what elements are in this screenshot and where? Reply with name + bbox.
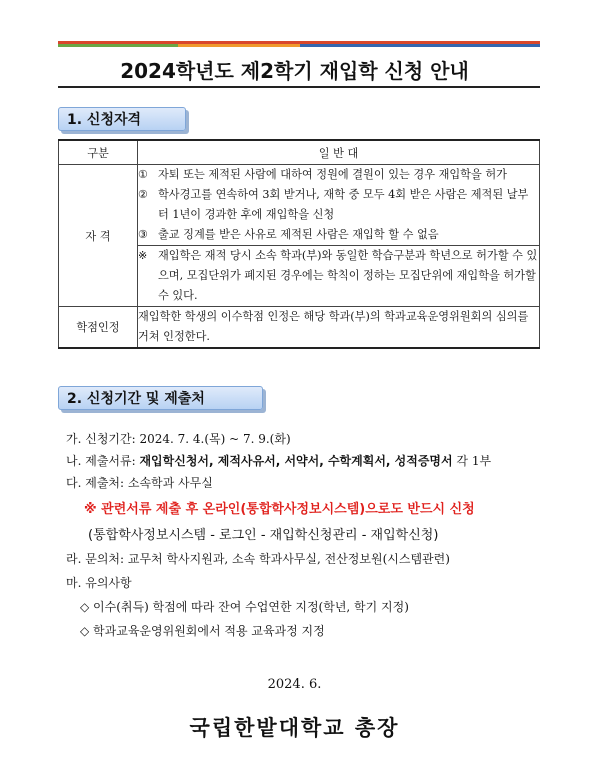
note-item: ◇ 이수(취득) 학점에 따라 잔여 수업연한 지정(학년, 학기 지정) xyxy=(80,600,409,614)
signature: 국립한밭대학교 총장 xyxy=(189,715,400,740)
period-line: 가. 신청기간: 2024. 7. 4.(목) ~ 7. 9.(화) xyxy=(66,432,291,446)
table-header-category: 구분 xyxy=(59,140,138,165)
list-item: ① 자퇴 또는 제적된 사람에 대하여 정원에 결원이 있는 경우 재입학을 허가 xyxy=(138,168,507,181)
credit-text: 재입학한 학생의 이수학점 인정은 해당 학과(부)의 학과교육운영위원회의 심의를 거쳐 인정한다. xyxy=(138,307,540,349)
qualification-items xyxy=(138,165,540,246)
submit-place-line: 다. 제출처: 소속학과 사무실 xyxy=(66,476,213,490)
online-notice: ※ 관련서류 제출 후 온라인(통합학사정보시스템)으로도 반드시 신청 xyxy=(84,502,475,517)
list-item: ② 학사경고를 연속하여 3회 받거나, 재학 중 모두 4회 받은 사람은 제적된 날부터 1년이 경과한 후에 재입학을 신청 xyxy=(138,188,529,221)
note-item: ◇ 학과교육운영위원회에서 적용 교육과정 지정 xyxy=(80,624,325,638)
document-date: 2024. 6. xyxy=(267,677,322,692)
qualification-note: ※ 재입학은 재적 당시 소속 학과(부)와 동일한 학습구분과 학년으로 허가할 수 있으며, 모집단위가 폐지된 경우에는 학칙이 정하는 모집단위에 재입학을 허가할 수 있다. xyxy=(138,246,540,307)
top-green-line xyxy=(58,44,178,47)
table-header-general: 일 반 대 xyxy=(138,140,540,165)
row-label-qualification: 자 격 xyxy=(59,165,138,307)
list-item: ③ 출교 징계를 받은 사유로 제적된 사람은 재입학 할 수 없음 xyxy=(138,228,439,241)
section1-heading: 1. 신청자격 xyxy=(58,107,186,131)
qualification-table xyxy=(58,139,540,349)
document-title: 2024학년도 제2학기 재입학 신청 안내 xyxy=(120,59,469,83)
notes-heading: 마. 유의사항 xyxy=(66,576,132,590)
documents-line: 나. 제출서류: 재입학신청서, 제적사유서, 서약서, 수학계획서, 성적증명서 각 1부 xyxy=(66,454,492,468)
contact-line: 라. 문의처: 교무처 학사지원과, 소속 학과사무실, 전산정보원(시스템관련) xyxy=(66,552,450,566)
title-underline xyxy=(58,86,540,88)
section2-heading: 2. 신청기간 및 제출처 xyxy=(58,386,263,410)
system-path: (통합학사정보시스템 - 로그인 - 재입학신청관리 - 재입학신청) xyxy=(88,528,439,543)
top-blue-line xyxy=(300,44,540,47)
row-label-credit: 학점인정 xyxy=(59,307,138,349)
